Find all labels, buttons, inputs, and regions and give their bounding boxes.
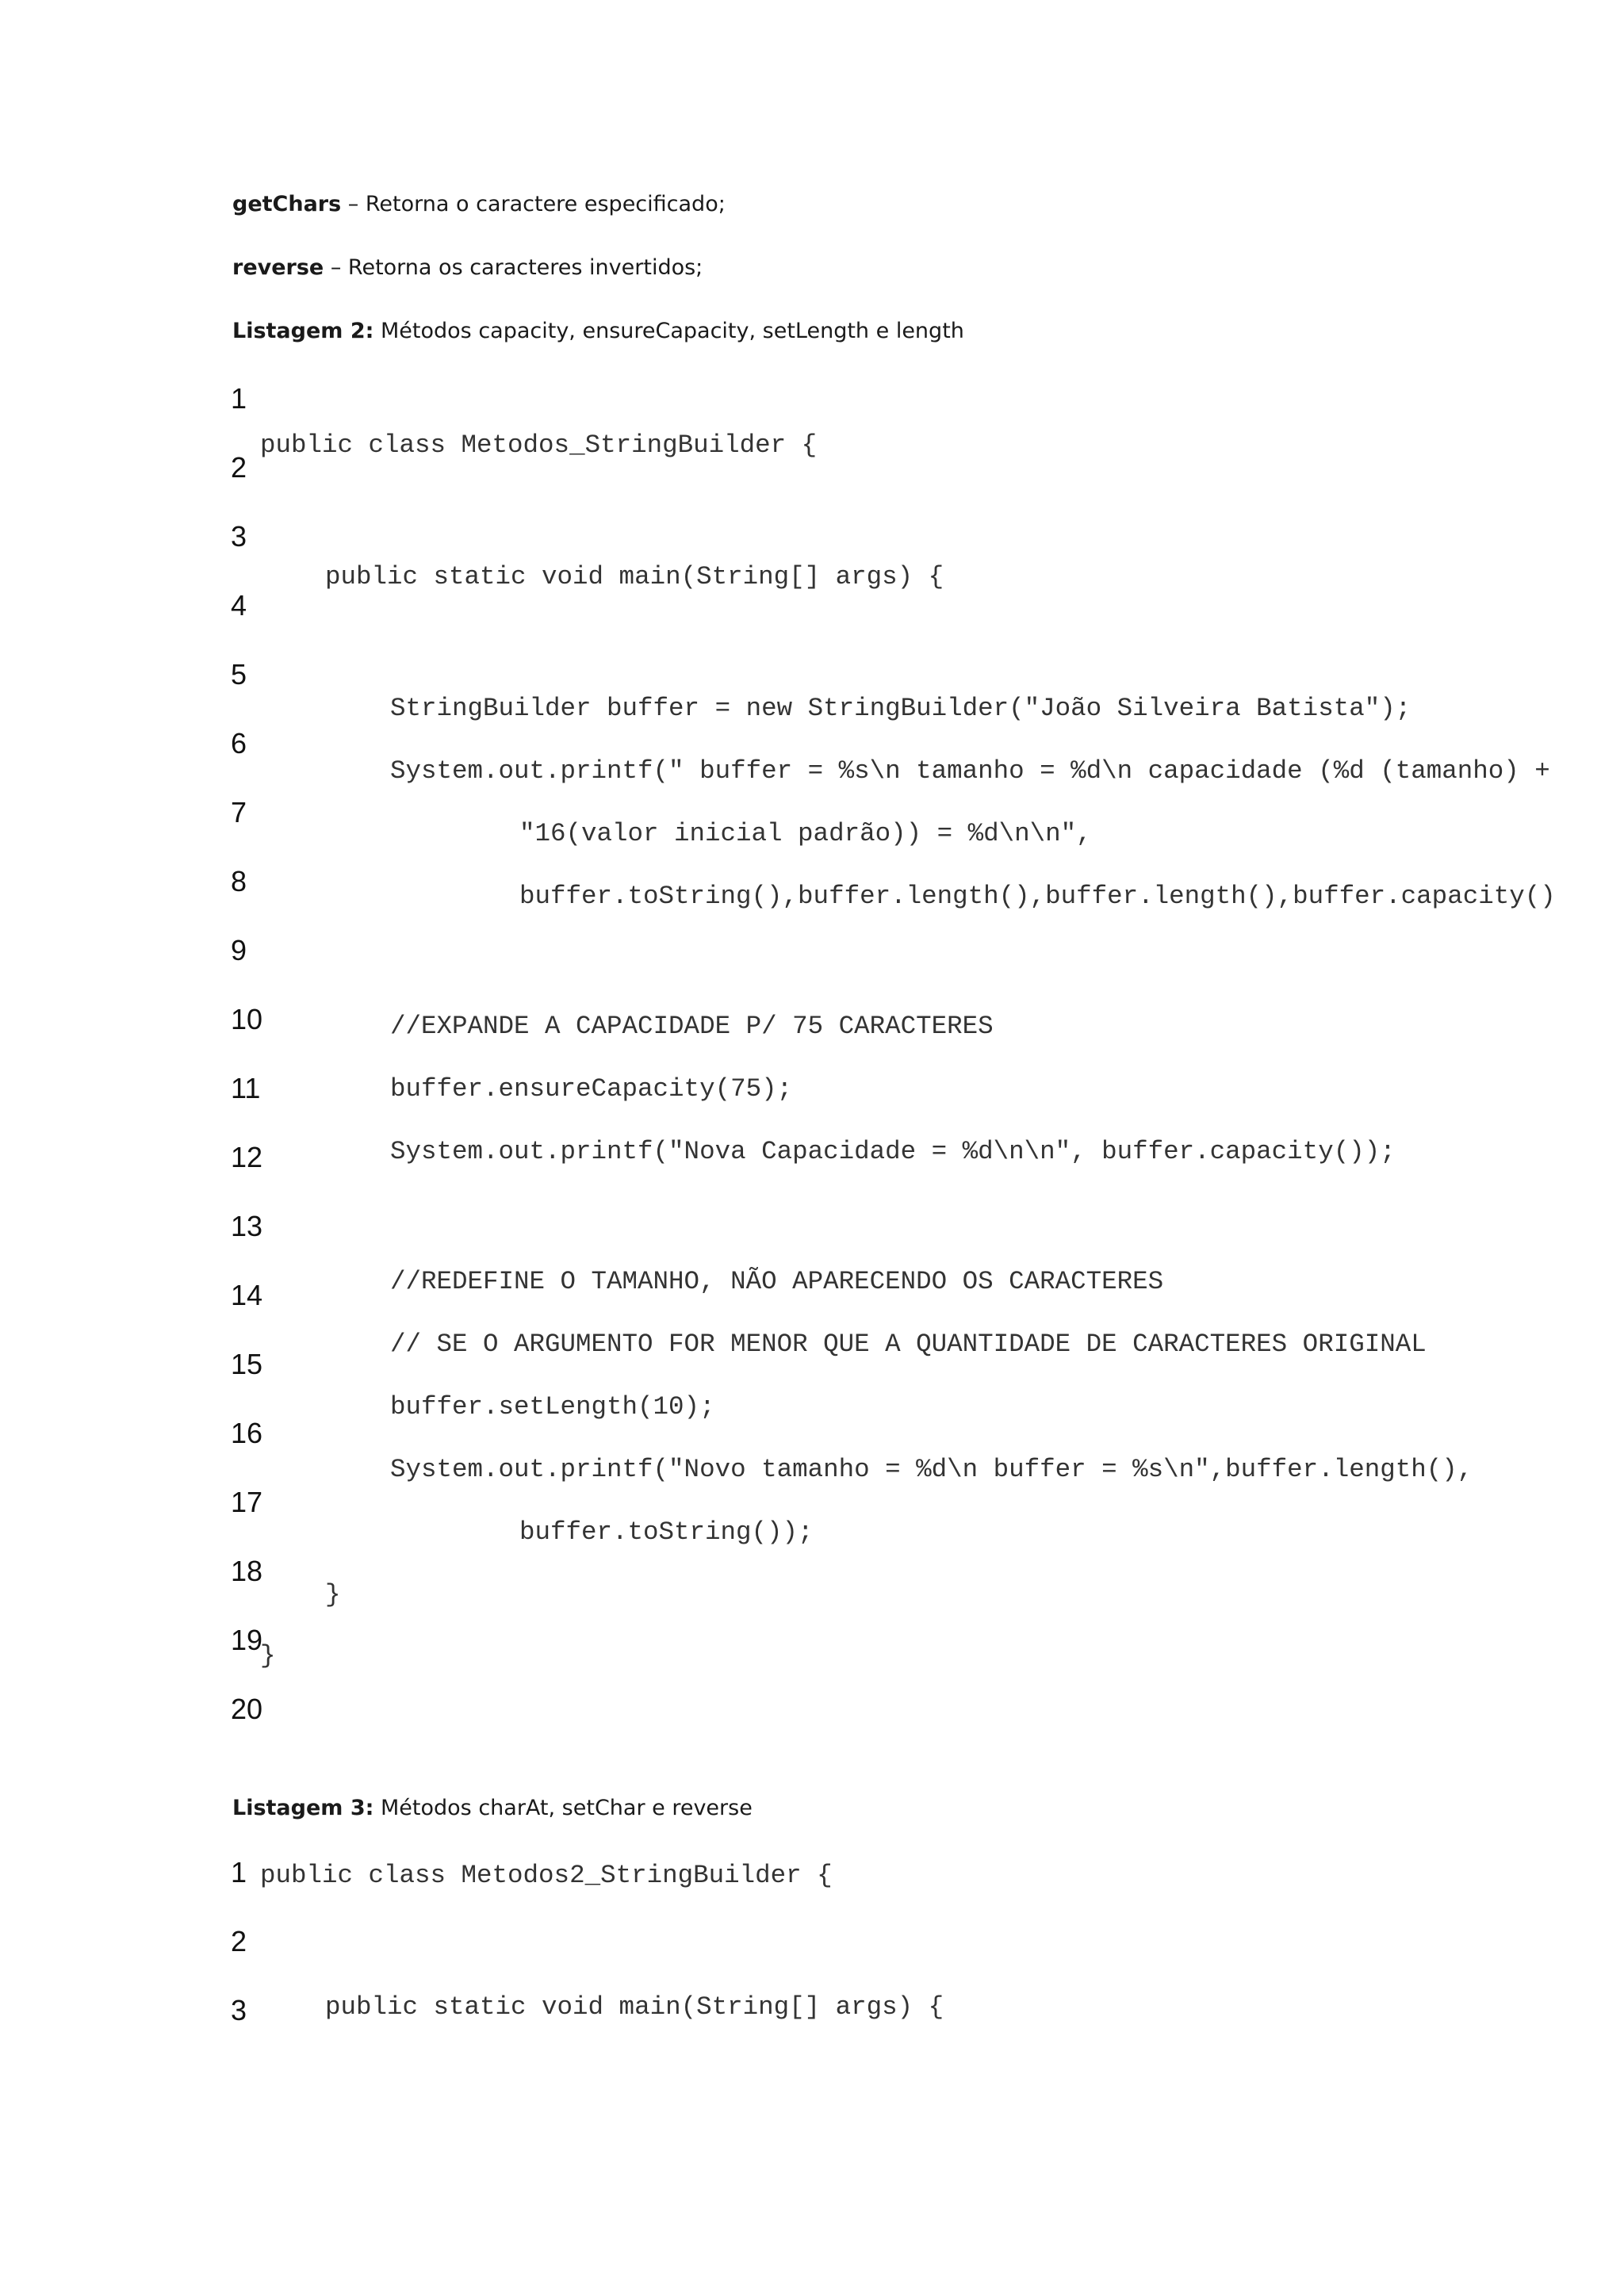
code-line: }	[325, 1580, 341, 1609]
line-number: 7	[231, 796, 247, 828]
line-number: 13	[231, 1210, 263, 1242]
line-number: 12	[231, 1141, 263, 1173]
line-number: 4	[231, 589, 247, 622]
line-number: 1	[231, 1856, 247, 1888]
code-line: buffer.setLength(10);	[390, 1392, 715, 1422]
code-line: "16(valor inicial padrão)) = %d\n\n",	[519, 819, 1092, 848]
line-number: 8	[231, 865, 247, 897]
listing-caption-text: Métodos charAt, setChar e reverse	[373, 1796, 753, 1820]
code-line: System.out.printf(" buffer = %s\n tamanho = %d\n capacidade (%d (tamanho) +	[390, 756, 1550, 786]
line-number: 16	[231, 1417, 263, 1449]
line-number: 11	[231, 1072, 261, 1104]
line-number: 3	[231, 520, 247, 553]
code-comment: //REDEFINE O TAMANHO, NÃO APARECENDO OS CARACTERES	[390, 1267, 1164, 1296]
code-line: public class Metodos2_StringBuilder {	[260, 1861, 833, 1890]
line-number: 17	[231, 1486, 263, 1518]
definition-description: – Retorna o caractere especificado;	[341, 192, 726, 216]
line-number: 19	[231, 1624, 263, 1656]
line-number: 3	[231, 1994, 247, 2026]
code-comment: //EXPANDE A CAPACIDADE P/ 75 CARACTERES	[390, 1012, 994, 1041]
code-line: public static void main(String[] args) {	[325, 1992, 944, 2022]
definition-description: – Retorna os caracteres invertidos;	[324, 255, 703, 280]
code-line: buffer.toString(),buffer.length(),buffer.length(),buffer.capacity()	[519, 882, 1556, 911]
code-line: buffer.ensureCapacity(75);	[390, 1074, 793, 1104]
line-number: 2	[231, 1925, 247, 1957]
code-line: buffer.toString());	[519, 1517, 814, 1547]
listing-label: Listagem 3:	[232, 1796, 374, 1820]
line-number: 15	[231, 1348, 263, 1380]
code-line: public class Metodos_StringBuilder {	[260, 430, 818, 460]
definition-term: reverse	[232, 255, 324, 280]
code-line: StringBuilder buffer = new StringBuilder("João Silveira Batista");	[390, 694, 1411, 723]
line-number: 1	[231, 382, 247, 415]
line-number: 10	[231, 1003, 263, 1035]
listing-label: Listagem 2:	[232, 319, 374, 343]
listing-2-caption	[232, 317, 964, 346]
line-number: 5	[231, 658, 247, 691]
line-number: 6	[231, 727, 247, 760]
line-number: 9	[231, 934, 247, 966]
line-number: 2	[231, 451, 247, 484]
line-number: 20	[231, 1693, 263, 1725]
definition-getchars	[232, 190, 726, 219]
listing-3-caption	[232, 1794, 753, 1823]
line-number: 14	[231, 1279, 263, 1311]
code-line: public static void main(String[] args) {	[325, 562, 944, 591]
definition-term: getChars	[232, 192, 342, 216]
listing-caption-text: Métodos capacity, ensureCapacity, setLength e length	[373, 319, 964, 343]
line-number: 18	[231, 1555, 263, 1587]
code-line: System.out.printf("Novo tamanho = %d\n buffer = %s\n",buffer.length(),	[390, 1455, 1473, 1484]
code-comment: // SE O ARGUMENTO FOR MENOR QUE A QUANTIDADE DE CARACTERES ORIGINAL	[390, 1330, 1427, 1359]
code-line: System.out.printf("Nova Capacidade = %d\n\n", buffer.capacity());	[390, 1137, 1396, 1166]
code-line: }	[260, 1641, 276, 1670]
definition-reverse	[232, 254, 703, 282]
